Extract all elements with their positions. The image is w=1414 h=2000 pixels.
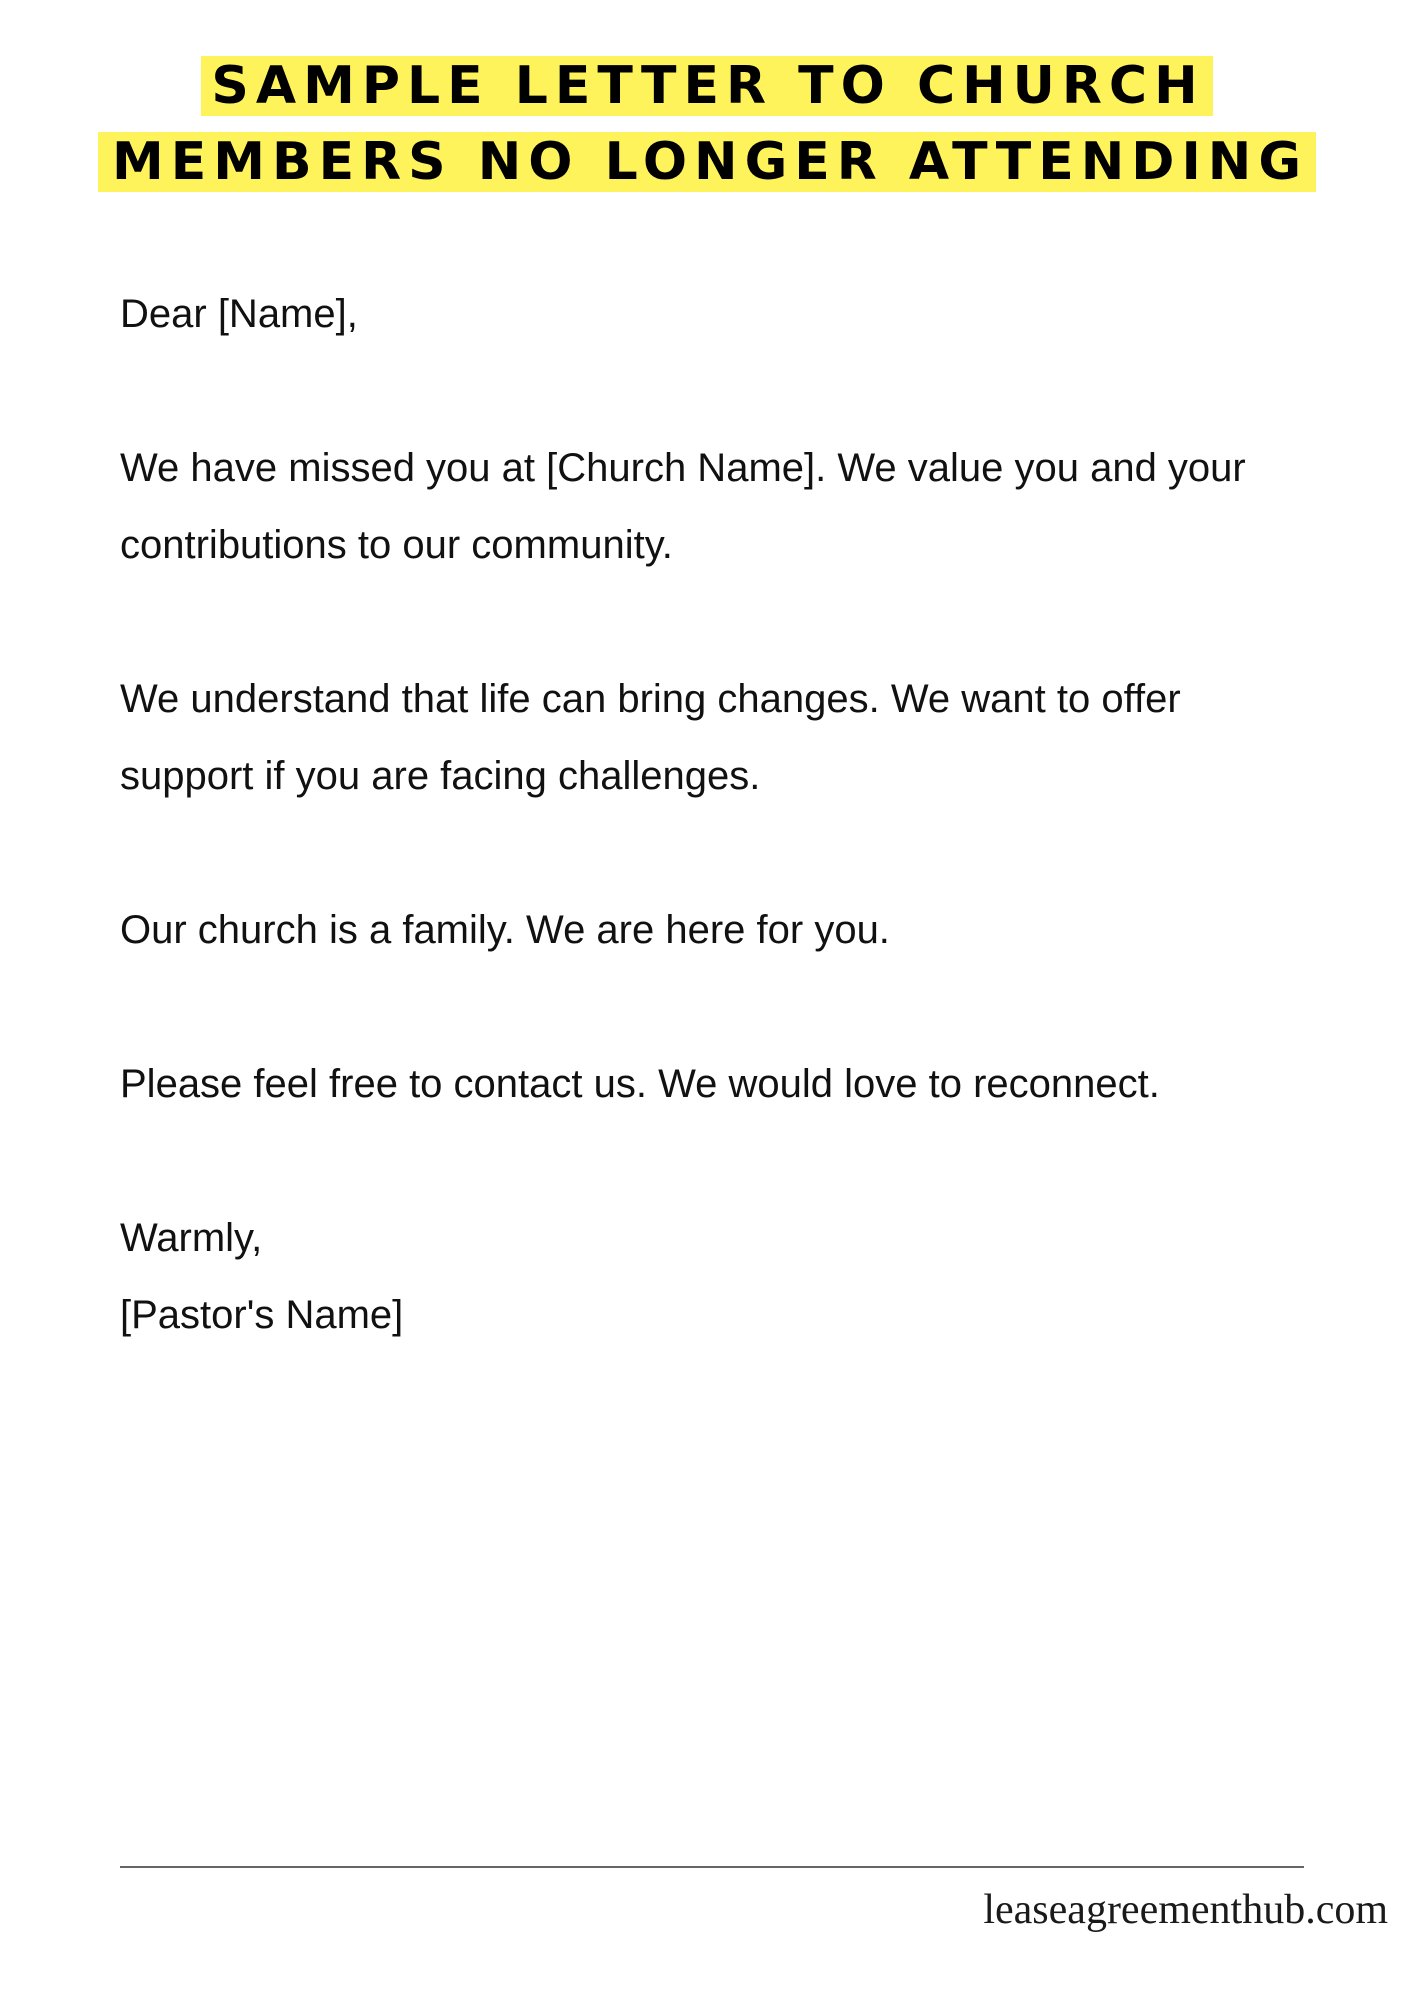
signature: [Pastor's Name] bbox=[120, 1293, 404, 1337]
footer-site-name: leaseagreementhub.com bbox=[983, 1887, 1388, 1933]
paragraph-2: We understand that life can bring changes. We want to offer support if you are facing challenges. bbox=[120, 677, 1181, 798]
title-line-2: MEMBERS NO LONGER ATTENDING bbox=[98, 132, 1316, 192]
footer-divider bbox=[120, 1866, 1304, 1868]
salutation: Dear [Name], bbox=[120, 292, 358, 336]
title-line-1: SAMPLE LETTER TO CHURCH bbox=[201, 56, 1212, 116]
paragraph-1: We have missed you at [Church Name]. We value you and your contributions to our community. bbox=[120, 446, 1246, 567]
letter-body bbox=[120, 276, 1320, 1354]
paragraph-4: Please feel free to contact us. We would love to reconnect. bbox=[120, 1062, 1160, 1106]
paragraph-3: Our church is a family. We are here for you. bbox=[120, 908, 890, 952]
page-title bbox=[0, 48, 1414, 200]
closing: Warmly, bbox=[120, 1216, 263, 1260]
closing-line bbox=[120, 1200, 1320, 1354]
